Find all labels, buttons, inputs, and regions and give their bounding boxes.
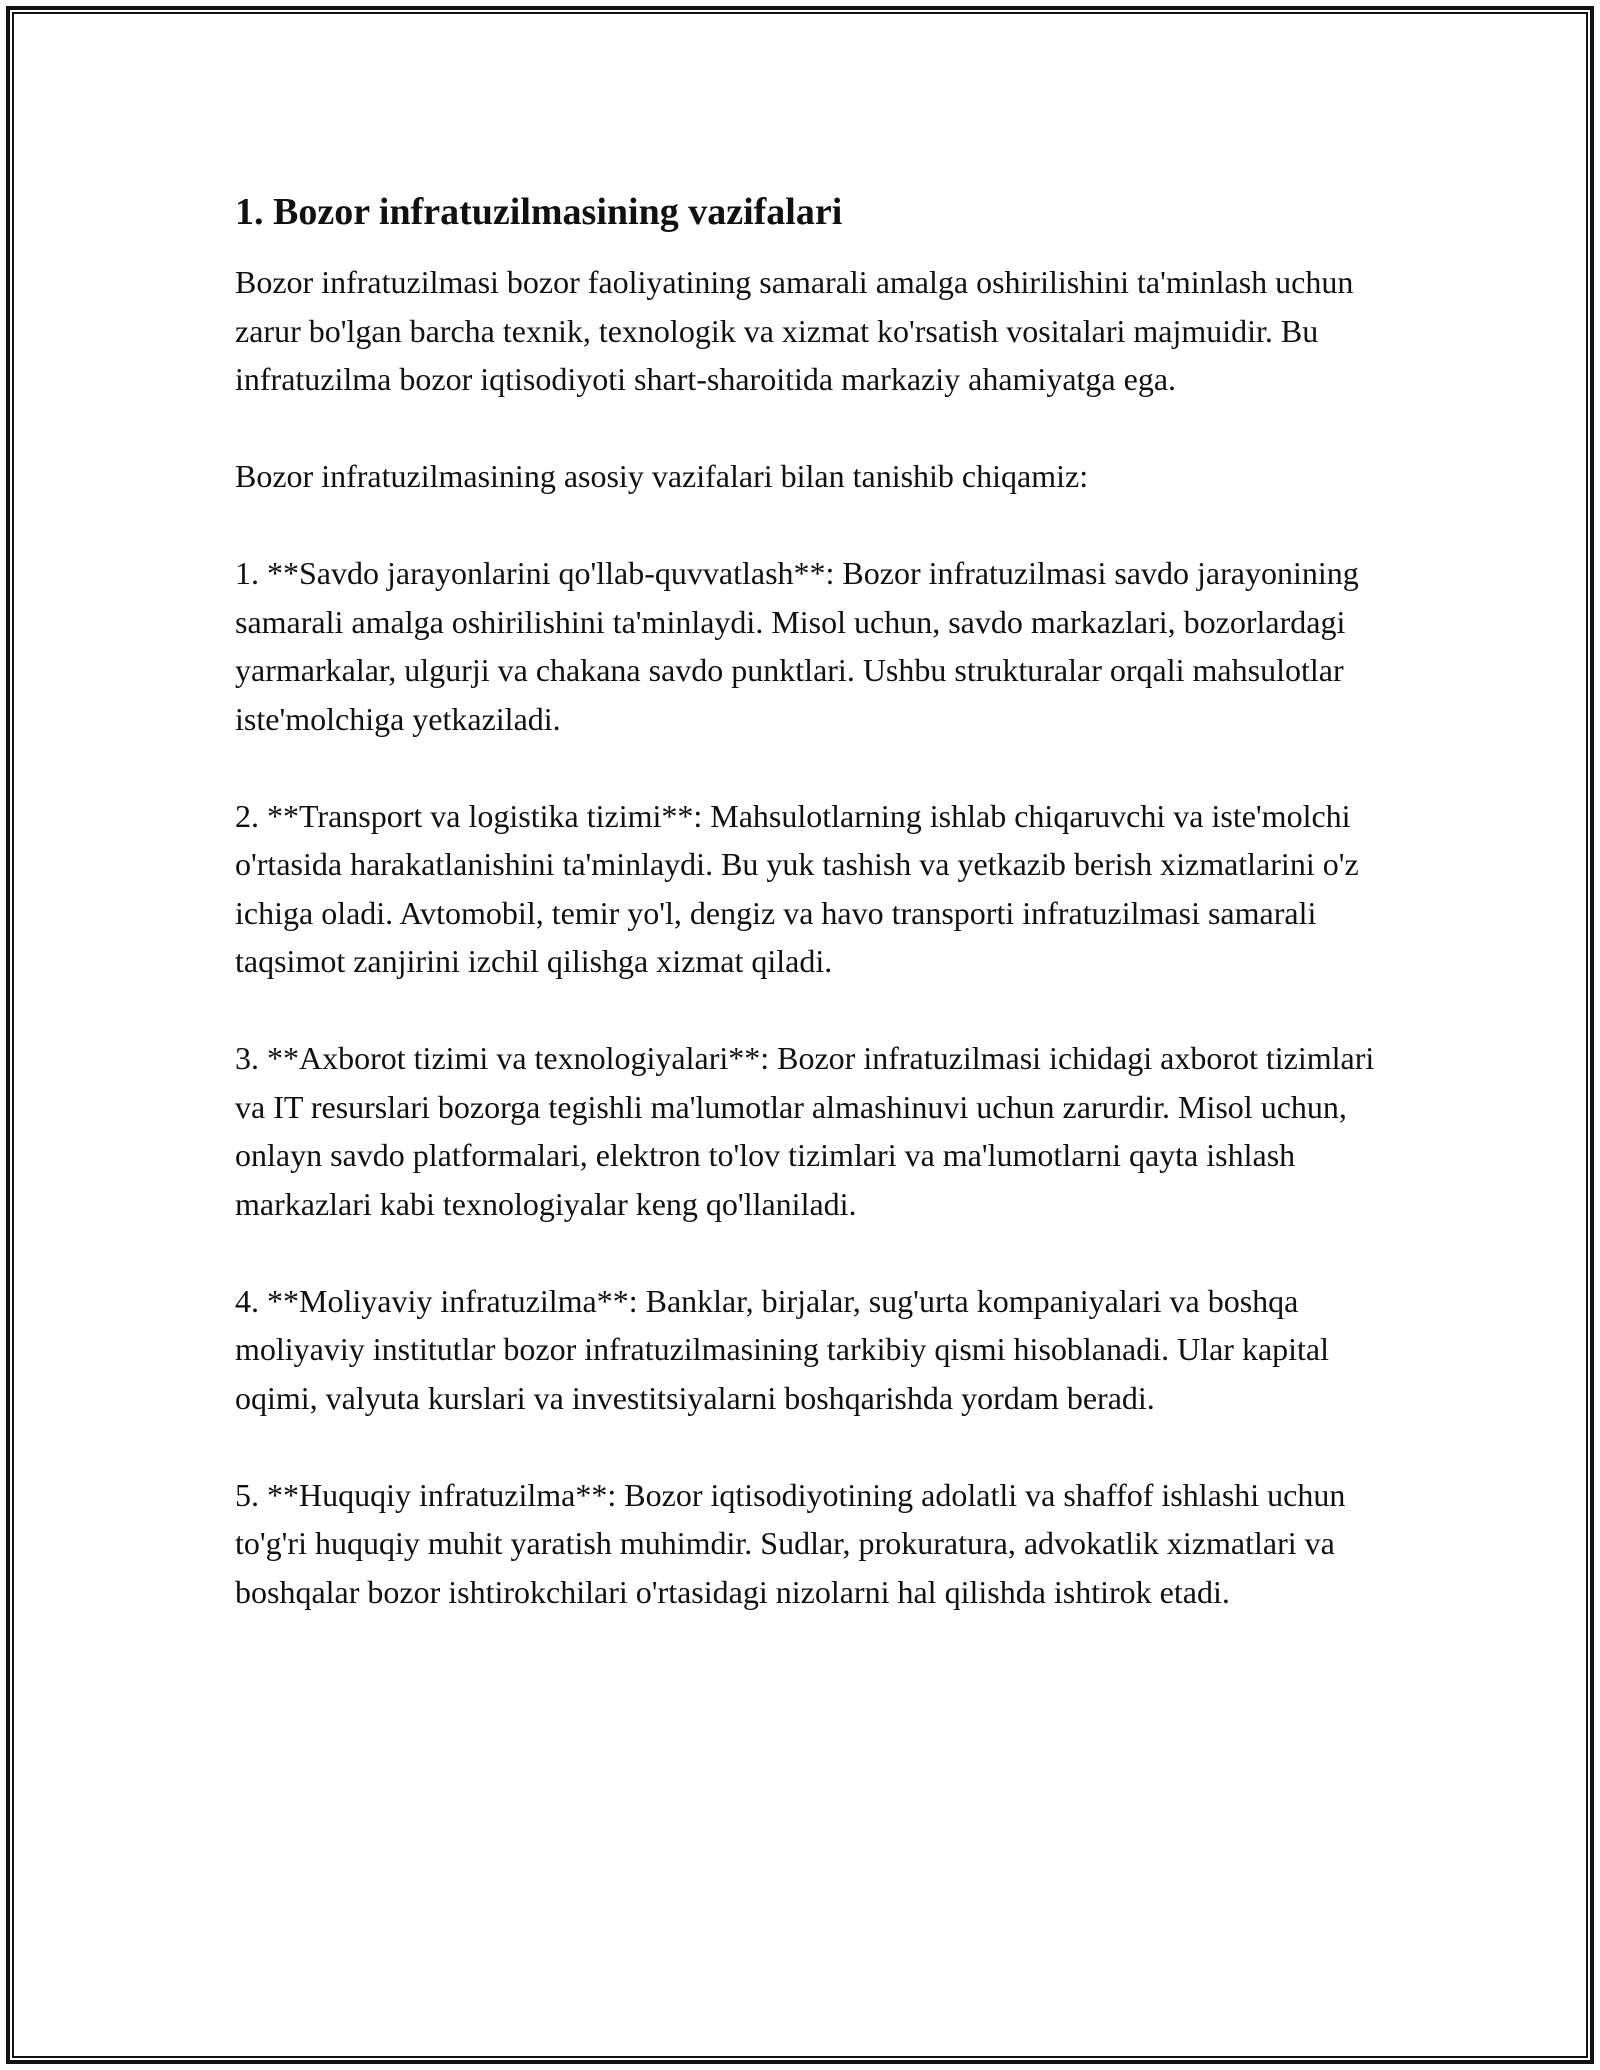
- intro-paragraph: Bozor infratuzilmasi bozor faoliyatining samarali amalga oshirilishini ta'minlash uchun zarur bo'lgan barcha texnik, texnologik va xizmat ko'rsatish vositalari majmuidir. Bu infratuzilma bozor iqtisodiyoti shart-sharoitida markaziy ahamiyatga ega.: [235, 264, 1354, 397]
- list-item-information: 3. **Axborot tizimi va texnologiyalari**: Bozor infratuzilmasi ichidagi axborot tizimlari va IT resurslari bozorga tegishli ma'lumotlar almashinuvi uchun zarurdir. Misol uchun, onlayn savdo platformalari, elektron to'lov tizimlari va ma'lumotlarni qayta ishlash markazlari kabi texnologiyalar keng qo'llaniladi.: [235, 1040, 1375, 1222]
- document-body: [235, 186, 1375, 1616]
- list-item-financial: 4. **Moliyaviy infratuzilma**: Banklar, birjalar, sug'urta kompaniyalari va boshqa moliyaviy institutlar bozor infratuzilmasining tarkibiy qismi hisoblanadi. Ular kapital oqimi, valyuta kurslari va investitsiyalarni boshqarishda yordam beradi.: [235, 1282, 1330, 1416]
- list-item-trade: 1. **Savdo jarayonlarini qo'llab-quvvatlash**: Bozor infratuzilmasi savdo jarayonining samarali amalga oshirilishini ta'minlaydi. Misol uchun, savdo markazlari, bozorlardagi yarmarkalar, ulgurji va chakana savdo punktlari. Ushbu strukturalar orqali mahsulotlar iste'molchiga yetkaziladi.: [235, 555, 1359, 737]
- list-item-legal: 5. **Huquqiy infratuzilma**: Bozor iqtisodiyotining adolatli va shaffof ishlashi uchun to'g'ri huquqiy muhit yaratish muhimdir. Sudlar, prokuratura, advokatlik xizmatlari va boshqalar bozor ishtirokchilari o'rtasidagi nizolarni hal qilishda ishtirok etadi.: [235, 1476, 1346, 1610]
- page-title: 1. Bozor infratuzilmasining vazifalari: [235, 191, 843, 233]
- lead-in-paragraph: Bozor infratuzilmasining asosiy vazifalari bilan tanishib chiqamiz:: [235, 458, 1089, 494]
- list-item-transport: 2. **Transport va logistika tizimi**: Mahsulotlarning ishlab chiqaruvchi va iste'molchi o'rtasida harakatlanishini ta'minlaydi. Bu yuk tashish va yetkazib berish xizmatlarini o'z ichiga oladi. Avtomobil, temir yo'l, dengiz va havo transporti infratuzilmasi samarali taqsimot zanjirini izchil qilishga xizmat qiladi.: [235, 797, 1359, 979]
